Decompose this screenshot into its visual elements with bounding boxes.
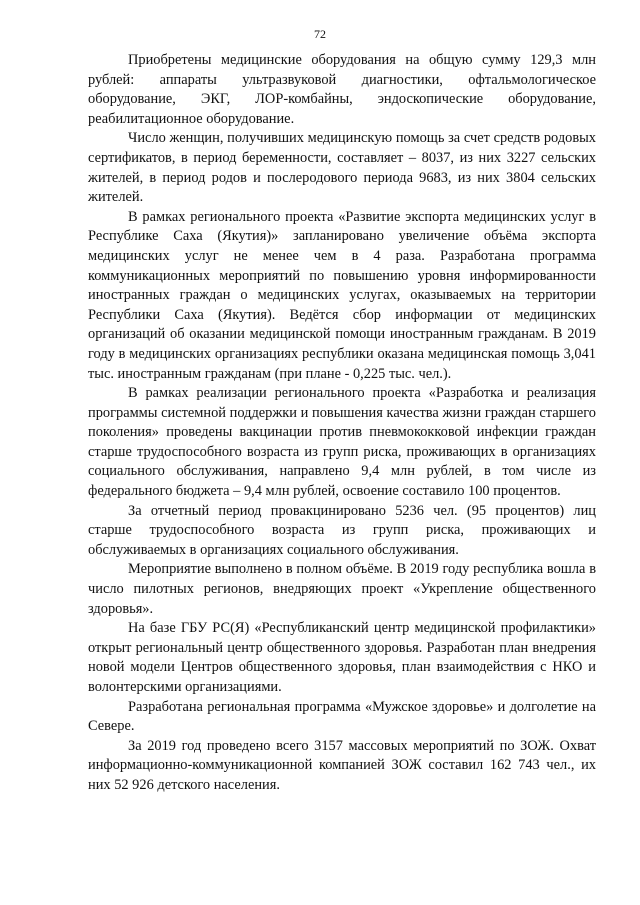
page-number: 72: [314, 27, 326, 41]
paragraph-public-health: Мероприятие выполнено в полном объёме. В 2019 году республика вошла в число пилотных регионов, внедряющих проект «Укрепление общественного здоровья».: [88, 561, 596, 617]
paragraph-vaccination: За отчетный период провакцинировано 5236 чел. (95 процентов) лиц старше трудоспособного возраста из групп риска, проживающих и обслуживаемых в организациях социального обслуживания.: [88, 502, 596, 558]
paragraph-mens-health: Разработана региональная программа «Мужское здоровье» и долголетие на Севере.: [88, 698, 596, 735]
paragraph-prevention-center: На базе ГБУ РС(Я) «Республиканский центр медицинской профилактики» открыт региональный центр общественного здоровья. Разработан план внедрения новой модели Центров общественного здоровья, план взаимодействия с НКО и волонтерскими организациями.: [88, 620, 596, 695]
paragraph-medical-export: В рамках регионального проекта «Развитие экспорта медицинских услуг в Республике Саха (Якутия)» запланировано увеличение объёма экспорта медицинских услуг не менее чем в 4 раза. Разработана программа коммуникационных мероприятий по повышению уровня информированности иностранных граждан о медицинских услугах, оказываемых на территории Республики Саха (Якутия). Ведётся сбор информации от медицинских организаций об оказании медицинской помощи иностранным гражданам. В 2019 году в медицинских организациях республики оказана медицинская помощь 3,041 тыс. иностранным гражданам (при плане - 0,225 тыс. чел.).: [88, 208, 596, 382]
paragraph-medical-equipment: Приобретены медицинские оборудования на общую сумму 129,3 млн рублей: аппараты ультразвуковой диагностики, офтальмологическое оборудование, ЭКГ, ЛОР-комбайны, эндоскопические оборудование, реабилитационное оборудование.: [88, 52, 596, 127]
body-text: [88, 51, 596, 796]
paragraph-healthy-lifestyle: За 2019 год проведено всего 3157 массовых мероприятий по ЗОЖ. Охват информационно-коммуникационной компанией ЗОЖ составил 162 743 чел., их них 52 926 детского населения.: [88, 737, 596, 793]
paragraph-older-generation: В рамках реализации регионального проекта «Разработка и реализация программы системной поддержки и повышения качества жизни граждан старшего поколения» проведены вакцинации против пневмококковой инфекции граждан старше трудоспособного возраста из групп риска, проживающих в организациях социального обслуживания, направлено 9,4 млн рублей, в том числе из федерального бюджета – 9,4 млн рублей, освоение составило 100 процентов.: [88, 385, 596, 500]
paragraph-birth-certificates: Число женщин, получивших медицинскую помощь за счет средств родовых сертификатов, в период беременности, составляет – 8037, из них 3227 сельских жителей, в период родов и послеродового периода 9683, из них 3804 сельских жителей.: [88, 130, 596, 206]
